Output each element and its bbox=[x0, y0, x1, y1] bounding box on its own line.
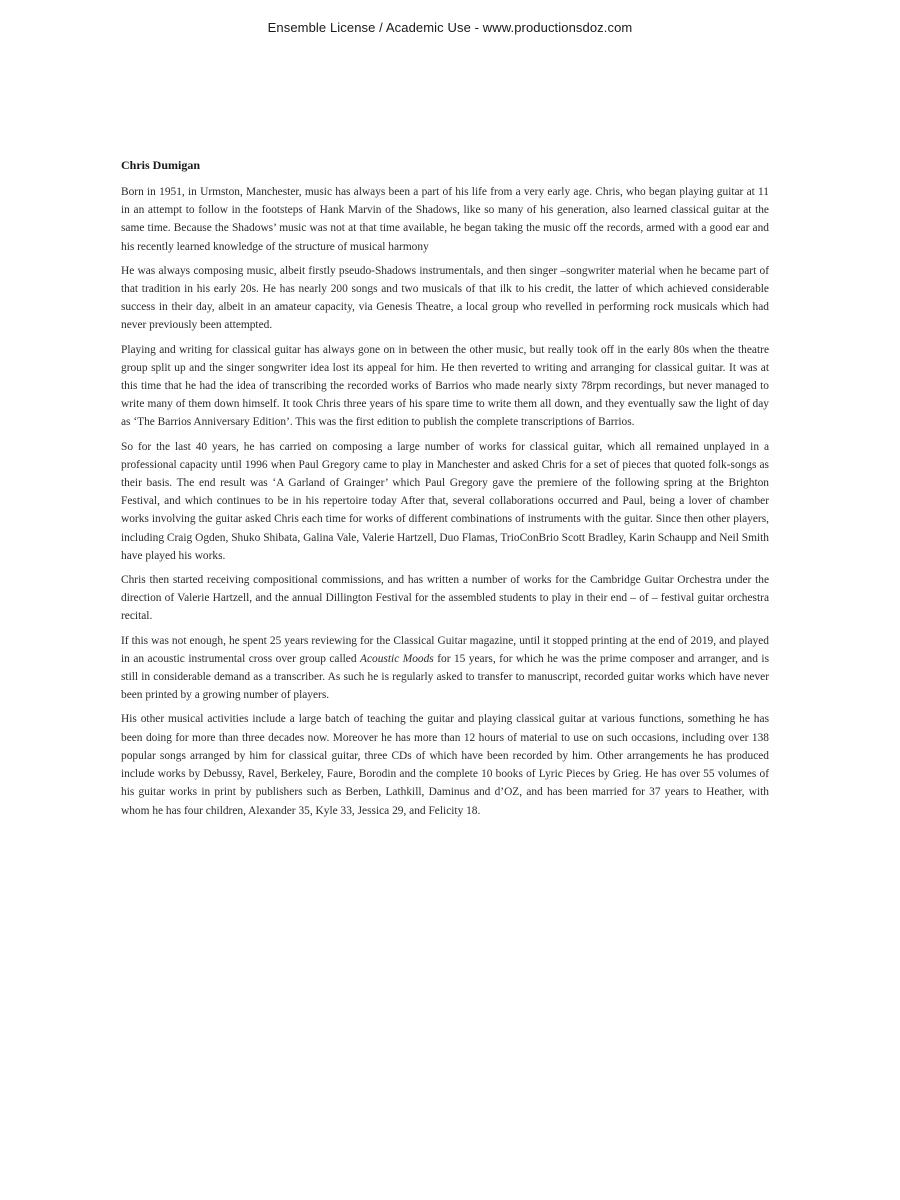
paragraph-text: Playing and writing for classical guitar has always gone on in between the other music, but really took off in the early 80s when the theatre group split up and the singer songwriter idea lost its appeal for him. He then reverted to writing and arranging for classical guitar. It was at this time that he had the idea of transcribing the recorded works of Barrios who made nearly sixty 78rpm recordings, but never managed to write many of them down himself. It took Chris three years of his spare time to write them all down, and they eventually saw the light of day as ‘The Barrios Anniversary Edition’. This was the first edition to publish the complete transcriptions of Barrios. bbox=[121, 343, 769, 429]
paragraph-songwriting bbox=[121, 262, 769, 335]
paragraph-commissions bbox=[121, 571, 769, 626]
article-title: Chris Dumigan bbox=[121, 158, 201, 172]
paragraph-text: Born in 1951, in Urmston, Manchester, music has always been a part of his life from a very early age. Chris, who began playing guitar at 11 in an attempt to follow in the footsteps of Hank Marvin of the Shadows, like so many of his generation, also learned classical guitar at the same time. Because the Shadows’ music was not at that time available, he began taking the music off the records, armed with a good ear and his recently learned knowledge of the structure of musical harmony bbox=[121, 186, 769, 253]
group-name-italic: Acoustic Moods bbox=[360, 652, 434, 665]
license-header: Ensemble License / Academic Use - www.productionsdoz.com bbox=[267, 20, 633, 35]
paragraph-text: for 15 years, for which he was the prime composer and arranger, and is still in considerable demand as a transcriber. As such he is regularly asked to transfer to manuscript, recorded guitar works which have never been printed by a growing number of players. bbox=[121, 652, 769, 702]
paragraph-barrios bbox=[121, 341, 769, 432]
paragraph-text: He was always composing music, albeit firstly pseudo-Shadows instrumentals, and then singer –songwriter material when he became part of that tradition in his early 20s. He has nearly 200 songs and two musicals of that ilk to his credit, the latter of which achieved considerable success in their day, albeit in an amateur capacity, via Genesis Theatre, a local group who revelled in performing rock musicals which had never previously been attempted. bbox=[121, 264, 769, 332]
paragraph-reviewing bbox=[121, 632, 769, 705]
paragraph-other-activities bbox=[121, 710, 769, 819]
biography-article bbox=[121, 158, 769, 826]
paragraph-early-life bbox=[121, 183, 769, 256]
paragraph-collaborations bbox=[121, 438, 769, 565]
paragraph-text: So for the last 40 years, he has carried on composing a large number of works for classical guitar, which all remained unplayed in a professional capacity until 1996 when Paul Gregory came to play in Manchester and asked Chris for a set of pieces that quoted folk-songs as their basis. The end result was ‘A Garland of Grainger’ which Paul Gregory gave the premiere of the following spring at the Brighton Festival, and which continues to be in his repertoire today After that, several collaborations occurred and Paul, being a lover of chamber works involving the guitar asked Chris each time for works of different combinations of instruments with the guitar. Since then other players, including Craig Ogden, Shuko Shibata, Galina Vale, Valerie Hartzell, Duo Flamas, TrioConBrio Scott Bradley, Karin Schaupp and Neil Smith have played his works. bbox=[121, 440, 769, 562]
paragraph-text: If this was not enough, he spent 25 years reviewing for the Classical Guitar magazine, until it stopped printing at the end of 2019, and played in an acoustic instrumental cross over group called bbox=[121, 634, 769, 665]
paragraph-text: Chris then started receiving compositional commissions, and has written a number of works for the Cambridge Guitar Orchestra under the direction of Valerie Hartzell, and the annual Dillington Festival for the assembled students to play in their end – of – festival guitar orchestra recital. bbox=[121, 574, 769, 623]
paragraph-text: His other musical activities include a large batch of teaching the guitar and playing classical guitar at various functions, something he has been doing for more than three decades now. Moreover he has more than 12 hours of material to use on such occasions, including over 138 popular songs arranged by him for classical guitar, three CDs of which have been recorded by him. Other arrangements he has produced include works by Debussy, Ravel, Berkeley, Faure, Borodin and the complete 10 books of Lyric Pieces by Grieg. He has over 55 volumes of his guitar works in print by publishers such as Berben, Lathkill, Daminus and d’OZ, and has been married for 37 years to Heather, with whom he has four children, Alexander 35, Kyle 33, Jessica 29, and Felicity 18. bbox=[121, 713, 769, 817]
